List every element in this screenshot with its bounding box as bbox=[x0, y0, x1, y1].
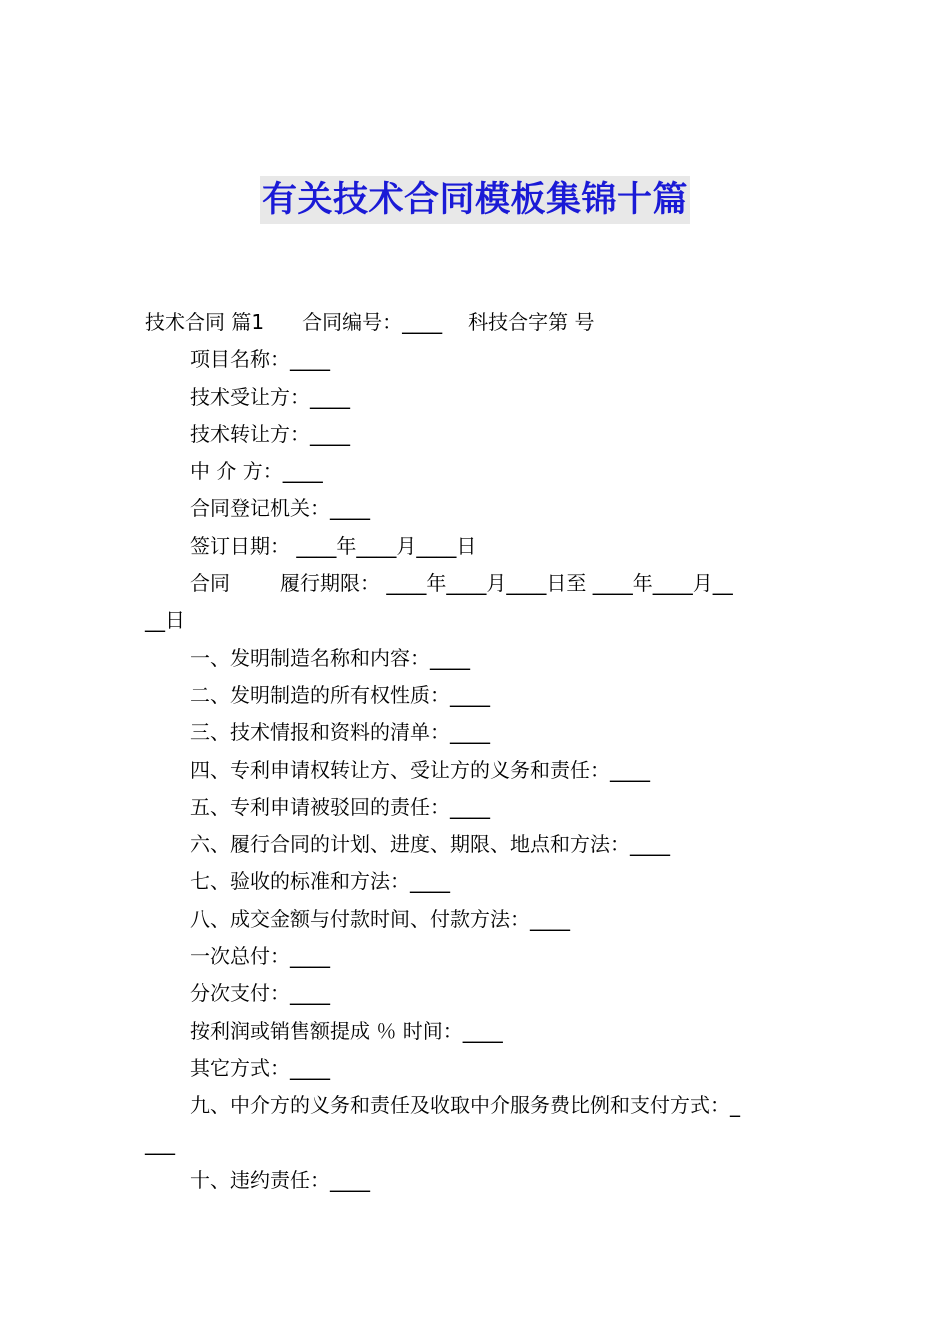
field-line: 合同登记机关：____ bbox=[190, 496, 370, 521]
clause-ten-line: 十、违约责任：____ bbox=[190, 1167, 370, 1192]
term-line bbox=[145, 565, 810, 602]
document-body bbox=[145, 304, 810, 1199]
clause-line: 分次支付：____ bbox=[190, 981, 330, 1006]
header-line bbox=[145, 304, 810, 341]
term-label-period: 履行期限： ____年____月____日至 ____年____月__ bbox=[280, 571, 733, 596]
document-title: 有关技术合同模板集锦十篇 bbox=[260, 176, 690, 224]
header-part-section: 技术合同 篇1 bbox=[145, 310, 265, 334]
field-line: 中 介 方：____ bbox=[190, 459, 323, 484]
field-line: 签订日期： ____年____月____日 bbox=[190, 533, 477, 558]
clause-line: 一、发明制造名称和内容：____ bbox=[190, 645, 470, 670]
clause-line: 八、成交金额与付款时间、付款方法：____ bbox=[190, 906, 570, 931]
field-line: 技术转让方：____ bbox=[190, 421, 350, 446]
clause-line: 七、验收的标准和方法：____ bbox=[190, 869, 450, 894]
field-line: 技术受让方：____ bbox=[190, 384, 350, 409]
field-line: 项目名称：____ bbox=[190, 347, 330, 372]
title-container bbox=[0, 176, 950, 224]
clause-line: 三、技术情报和资料的清单：____ bbox=[190, 720, 490, 745]
clause-line: 其它方式：____ bbox=[190, 1055, 330, 1080]
header-part-serial: 科技合字第 号 bbox=[468, 310, 595, 334]
clause-nine-line: 九、中介方的义务和责任及收取中介服务费比例和支付方式：_ bbox=[190, 1093, 740, 1118]
clause-nine-continuation: ___ bbox=[145, 1130, 175, 1155]
header-part-contract-number: 合同编号：____ bbox=[302, 310, 443, 334]
clause-line: 一次总付：____ bbox=[190, 944, 330, 969]
term-line-continuation: __日 bbox=[145, 608, 185, 633]
clause-line: 四、专利申请权转让方、受让方的义务和责任：____ bbox=[190, 757, 650, 782]
clause-line: 六、履行合同的计划、进度、期限、地点和方法：____ bbox=[190, 832, 670, 857]
clause-line: 五、专利申请被驳回的责任：____ bbox=[190, 794, 490, 819]
term-label-contract: 合同 bbox=[190, 571, 230, 596]
clause-line: 二、发明制造的所有权性质：____ bbox=[190, 682, 490, 707]
clause-line: 按利润或销售额提成 ％ 时间：____ bbox=[190, 1018, 503, 1043]
